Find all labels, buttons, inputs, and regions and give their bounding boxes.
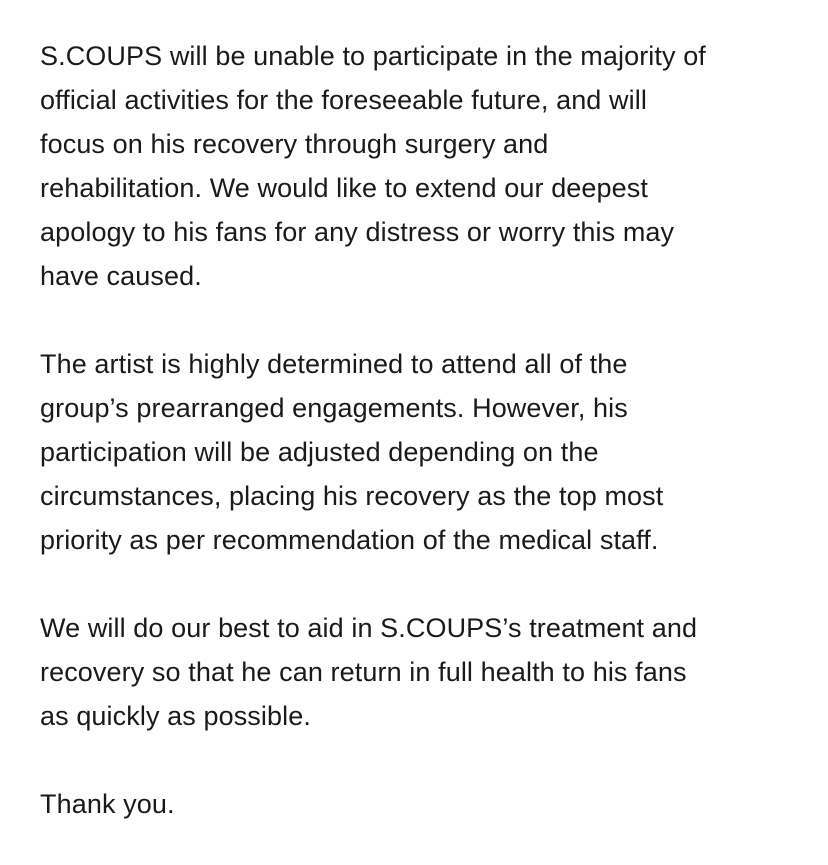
paragraph-treatment: [40, 606, 800, 738]
text-line: participation will be adjusted depending on the: [40, 437, 599, 467]
text-line: recovery so that he can return in full health to his fans: [40, 657, 687, 687]
text-line: apology to his fans for any distress or worry this may: [40, 217, 675, 247]
paragraph-activities: [40, 34, 800, 298]
text-line: focus on his recovery through surgery and: [40, 129, 549, 159]
text-line: priority as per recommendation of the medical staff.: [40, 525, 659, 555]
text-line: official activities for the foreseeable future, and will: [40, 85, 647, 115]
text-line: rehabilitation. We would like to extend our deepest: [40, 173, 648, 203]
paragraph-engagements: [40, 342, 800, 562]
statement-document: [40, 34, 800, 826]
text-line: have caused.: [40, 261, 202, 291]
text-line: circumstances, placing his recovery as the top most: [40, 481, 664, 511]
closing-line: Thank you.: [40, 789, 175, 819]
paragraph-closing: [40, 782, 800, 826]
text-line: The artist is highly determined to attend all of the: [40, 349, 628, 379]
text-line: as quickly as possible.: [40, 701, 311, 731]
text-line: We will do our best to aid in S.COUPS’s treatment and: [40, 613, 698, 643]
text-line: group’s prearranged engagements. However, his: [40, 393, 628, 423]
text-line: S.COUPS will be unable to participate in the majority of: [40, 41, 706, 71]
